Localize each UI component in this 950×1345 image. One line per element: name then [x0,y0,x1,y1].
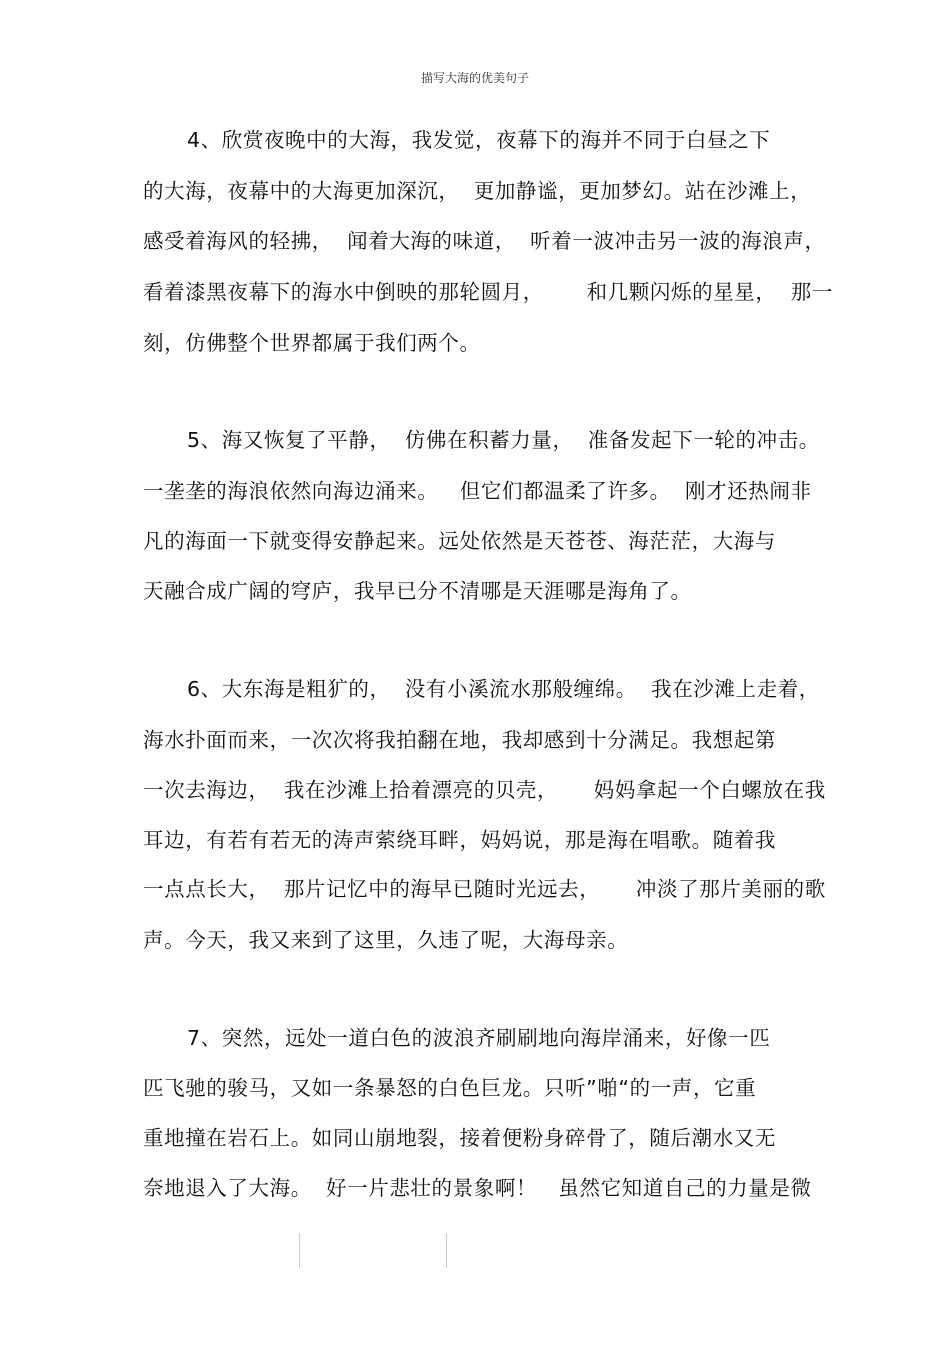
paragraph-4-line-4: 看着漆黑夜幕下的海水中倒映的那轮圆月， 和几颗闪烁的星星， 那一 [143,280,833,304]
page-header-title: 描写大海的优美句子 [420,71,529,85]
paragraph-4-line-2: 的大海，夜幕中的大海更加深沉， 更加静谧，更加梦幻。站在沙滩上， [143,179,812,203]
paragraph-4-line-1: 4、欣赏夜晚中的大海，我发觉，夜幕下的海并不同于白昼之下 [187,128,771,152]
paragraph-5-line-1: 5、海又恢复了平静， 仿佛在积蓄力量， 准备发起下一轮的冲击。 [187,428,820,452]
paragraph-7-line-2: 匹飞驰的骏马，又如一条暴怒的白色巨龙。只听”啪“的一声，它重 [143,1076,757,1100]
paragraph-5-line-3: 凡的海面一下就变得安静起来。远处依然是天苍苍、海茫茫，大海与 [143,529,776,553]
paragraph-6-line-1: 6、大东海是粗犷的， 没有小溪流水那般缠绵。 我在沙滩上走着， [187,677,820,701]
paragraph-7-line-4: 奈地退入了大海。 好一片悲壮的景象啊！ 虽然它知道自己的力量是微 [143,1176,812,1200]
footer-divider-left [299,1233,300,1268]
footer-divider-right [446,1233,447,1268]
paragraph-4-line-3: 感受着海风的轻拂， 闻着大海的味道， 听着一波冲击另一波的海浪声， [143,229,826,253]
paragraph-4-line-5: 刻，仿佛整个世界都属于我们两个。 [143,331,481,355]
paragraph-6-line-3: 一次去海边， 我在沙滩上拾着漂亮的贝壳， 妈妈拿起一个白螺放在我 [143,778,826,802]
paragraph-5-line-4: 天融合成广阔的穹庐，我早已分不清哪是天涯哪是海角了。 [143,579,692,603]
paragraph-7-line-1: 7、突然，远处一道白色的波浪齐刷刷地向海岸涌来，好像一匹 [187,1026,771,1050]
paragraph-5-line-2: 一垄垄的海浪依然向海边涌来。 但它们都温柔了许多。 刚才还热闹非 [143,479,812,503]
paragraph-6-line-4: 耳边，有若有若无的涛声萦绕耳畔，妈妈说，那是海在唱歌。随着我 [143,828,776,852]
paragraph-6-line-5: 一点点长大， 那片记忆中的海早已随时光远去， 冲淡了那片美丽的歌 [143,877,826,901]
paragraph-6-line-6: 声。今天，我又来到了这里，久违了呢，大海母亲。 [143,928,629,952]
paragraph-6-line-2: 海水扑面而来，一次次将我拍翻在地，我却感到十分满足。我想起第 [143,728,776,752]
paragraph-7-line-3: 重地撞在岩石上。如同山崩地裂，接着便粉身碎骨了，随后潮水又无 [143,1126,776,1150]
